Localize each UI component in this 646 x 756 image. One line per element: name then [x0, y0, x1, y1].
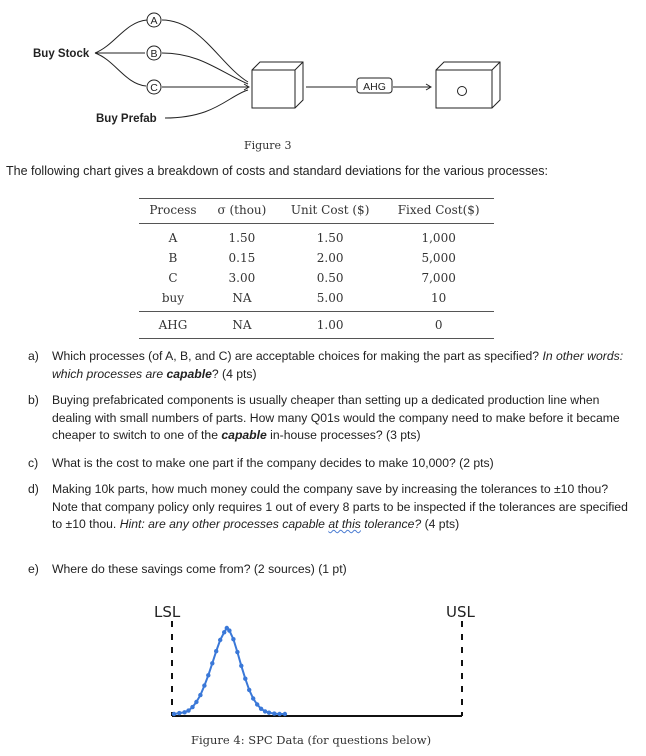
spc-point [206, 673, 210, 677]
spc-point [190, 705, 194, 709]
question-c-label: c) [28, 456, 39, 470]
table-header-row [139, 199, 494, 224]
spc-point [186, 708, 190, 712]
spc-point [235, 650, 239, 654]
spc-chart [160, 618, 480, 723]
node-b-label: B [150, 48, 158, 60]
spc-point [239, 664, 243, 668]
spc-point [255, 702, 259, 706]
cost-table [139, 198, 494, 339]
spc-point [263, 709, 267, 713]
spc-point [227, 628, 231, 632]
spc-point [251, 696, 255, 700]
header-process: Process [139, 199, 207, 224]
ahg-label: AHG [363, 81, 386, 93]
table-row: A 1.50 1.50 1,000 [168, 231, 456, 245]
spc-point [198, 693, 202, 697]
spc-curve-line [174, 628, 285, 714]
lsl-label: LSL [154, 603, 181, 621]
buy-prefab-label: Buy Prefab [96, 113, 157, 125]
header-sigma: σ (thou) [207, 199, 277, 224]
spc-point [259, 707, 263, 711]
intro-text: The following chart gives a breakdown of costs and standard deviations for the various processes: [6, 164, 548, 178]
spc-point [231, 637, 235, 641]
spc-point [277, 712, 281, 716]
path-to-c [95, 53, 146, 86]
spc-point [283, 712, 287, 716]
spc-point [218, 638, 222, 642]
figure3-caption: Figure 3 [244, 139, 292, 152]
arrow-from-prefab [165, 90, 248, 118]
question-b: b) Buying prefabricated components is usually cheaper than setting up a dedicated production line when dealing with small numbers of parts. How many Q01s would the company need to make before it became cheaper to switch to one of the capable in-house processes? (3 pts) [28, 393, 620, 442]
spc-point [182, 710, 186, 714]
table-row: C 3.00 0.50 7,000 [168, 271, 456, 285]
question-c: c) What is the cost to make one part if the company decides to make 10,000? (2 pts) [28, 455, 628, 473]
spc-point [267, 711, 271, 715]
arrow-from-a [162, 20, 248, 82]
figure4-caption: Figure 4: SPC Data (for questions below) [191, 733, 432, 747]
process-diagram [0, 0, 646, 140]
question-b-label: b) [28, 393, 39, 407]
header-unit-cost: Unit Cost ($) [277, 199, 383, 224]
spc-point [202, 683, 206, 687]
spc-curve [172, 626, 287, 716]
buy-stock-label: Buy Stock [33, 48, 90, 60]
question-e-label: e) [28, 562, 39, 576]
arrow-from-b [162, 53, 248, 84]
node-a-label: A [150, 15, 158, 27]
question-a-label: a) [28, 349, 39, 363]
spc-point [177, 711, 181, 715]
question-a: a) Which processes (of A, B, and C) are acceptable choices for making the part as specified? In other words: which processes are capable? (4 pts) [28, 349, 624, 381]
header-fixed-cost: Fixed Cost($) [383, 199, 494, 224]
spc-point [214, 649, 218, 653]
table-row: B 0.15 2.00 5,000 [168, 251, 456, 265]
spc-point [272, 711, 276, 715]
question-e: e) Where do these savings come from? (2 sources) (1 pt) [28, 561, 628, 579]
spc-point [222, 630, 226, 634]
question-d: d) Making 10k parts, how much money could the company save by increasing the tolerances to ±10 thou? Note that company policy only requires 1 out of every 8 parts to be inspected if the tolerances are specified to ±10 thou. Hint: are any other processes capable at this tolerance? (4 pts) [28, 482, 628, 531]
table-row: AHG NA 1.00 0 [139, 312, 494, 339]
usl-label: USL [446, 603, 475, 621]
spc-point [172, 712, 176, 716]
spc-point [243, 677, 247, 681]
path-to-a [95, 20, 147, 53]
table-row: buy NA 5.00 10 [161, 291, 447, 305]
spc-point [247, 688, 251, 692]
spc-point [194, 700, 198, 704]
question-d-label: d) [28, 482, 39, 496]
node-c-label: C [150, 82, 158, 94]
spc-point [210, 661, 214, 665]
drilled-part-icon [436, 62, 500, 108]
part-block-icon [252, 62, 303, 108]
